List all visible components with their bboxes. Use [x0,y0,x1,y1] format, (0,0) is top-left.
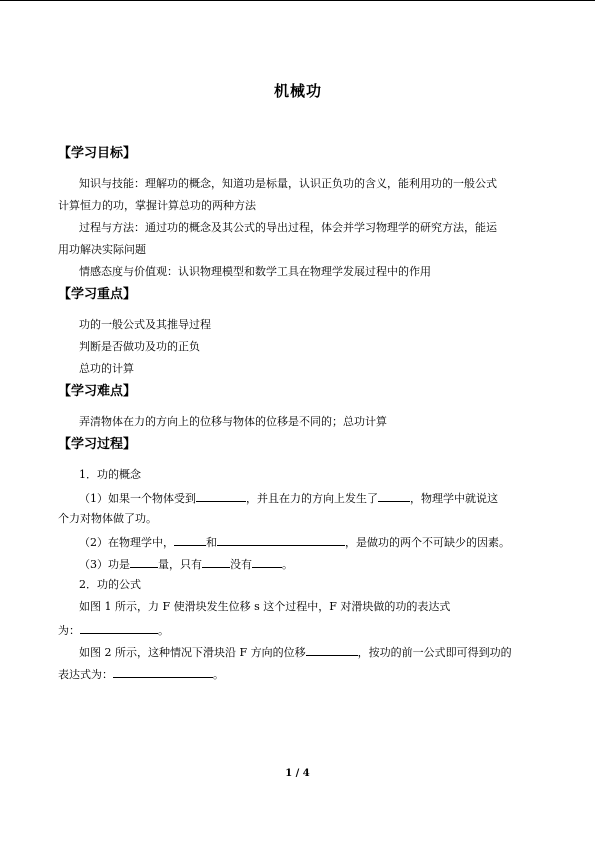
heading-key-points: 【学习重点】 [58,287,137,302]
page-number: 1 / 4 [285,768,310,779]
heading-process: 【学习过程】 [58,437,137,452]
formula-1-line1: 如图 1 所示，力 F 使滑块发生位移 s 这个过程中，F 对滑块做的功的表达式 [79,600,451,613]
key-point-item: 判断是否做功及功的正负 [79,340,200,353]
objective-process-line2: 用功解决实际问题 [58,243,146,256]
blank-field[interactable] [252,556,282,568]
subheading-work-formula: 2．功的公式 [79,578,141,591]
blank-field[interactable] [113,666,213,678]
question-1-line2: 个力对物体做了功。 [58,512,157,525]
blank-field[interactable] [202,556,230,568]
blank-field[interactable] [174,534,206,546]
heading-difficulties: 【学习难点】 [58,384,137,399]
top-rule [0,0,595,1]
formula-2-line1: 如图 2 所示，这种情况下滑块沿 F 方向的位移 ，按功的前一公式即可得到功的 [79,646,512,659]
key-point-item: 总功的计算 [79,362,134,375]
formula-1-line2: 为： 。 [58,624,169,637]
page-title: 机械功 [273,82,322,100]
blank-field[interactable] [378,490,410,502]
objective-knowledge-line2: 计算恒力的功，掌握计算总功的两种方法 [58,199,256,212]
question-1-line1: （1）如果一个物体受到 ，并且在力的方向上发生了 ，物理学中就说这 [79,492,498,505]
blank-field[interactable] [130,556,158,568]
objective-emotion: 情感态度与价值观：认识物理模型和数学工具在物理学发展过程中的作用 [79,265,431,278]
question-2: （2）在物理学中， 和 ，是做功的两个不可缺少的因素。 [79,536,510,549]
blank-field[interactable] [306,644,358,656]
subheading-work-concept: 1．功的概念 [79,468,141,481]
blank-field[interactable] [196,490,246,502]
formula-2-line2: 表达式为： 。 [58,668,224,681]
heading-objectives: 【学习目标】 [58,146,137,161]
objective-process-line1: 过程与方法：通过功的概念及其公式的导出过程，体会并学习物理学的研究方法，能运 [79,221,497,234]
key-point-item: 功的一般公式及其推导过程 [79,318,211,331]
difficulty-text: 弄清物体在力的方向上的位移与物体的位移是不同的；总功计算 [79,415,387,428]
question-3: （3）功是 量，只有 没有 。 [79,558,293,571]
objective-knowledge-line1: 知识与技能：理解功的概念，知道功是标量，认识正负功的含义，能利用功的一般公式 [79,177,497,190]
blank-field[interactable] [80,622,158,634]
blank-field[interactable] [217,534,345,546]
